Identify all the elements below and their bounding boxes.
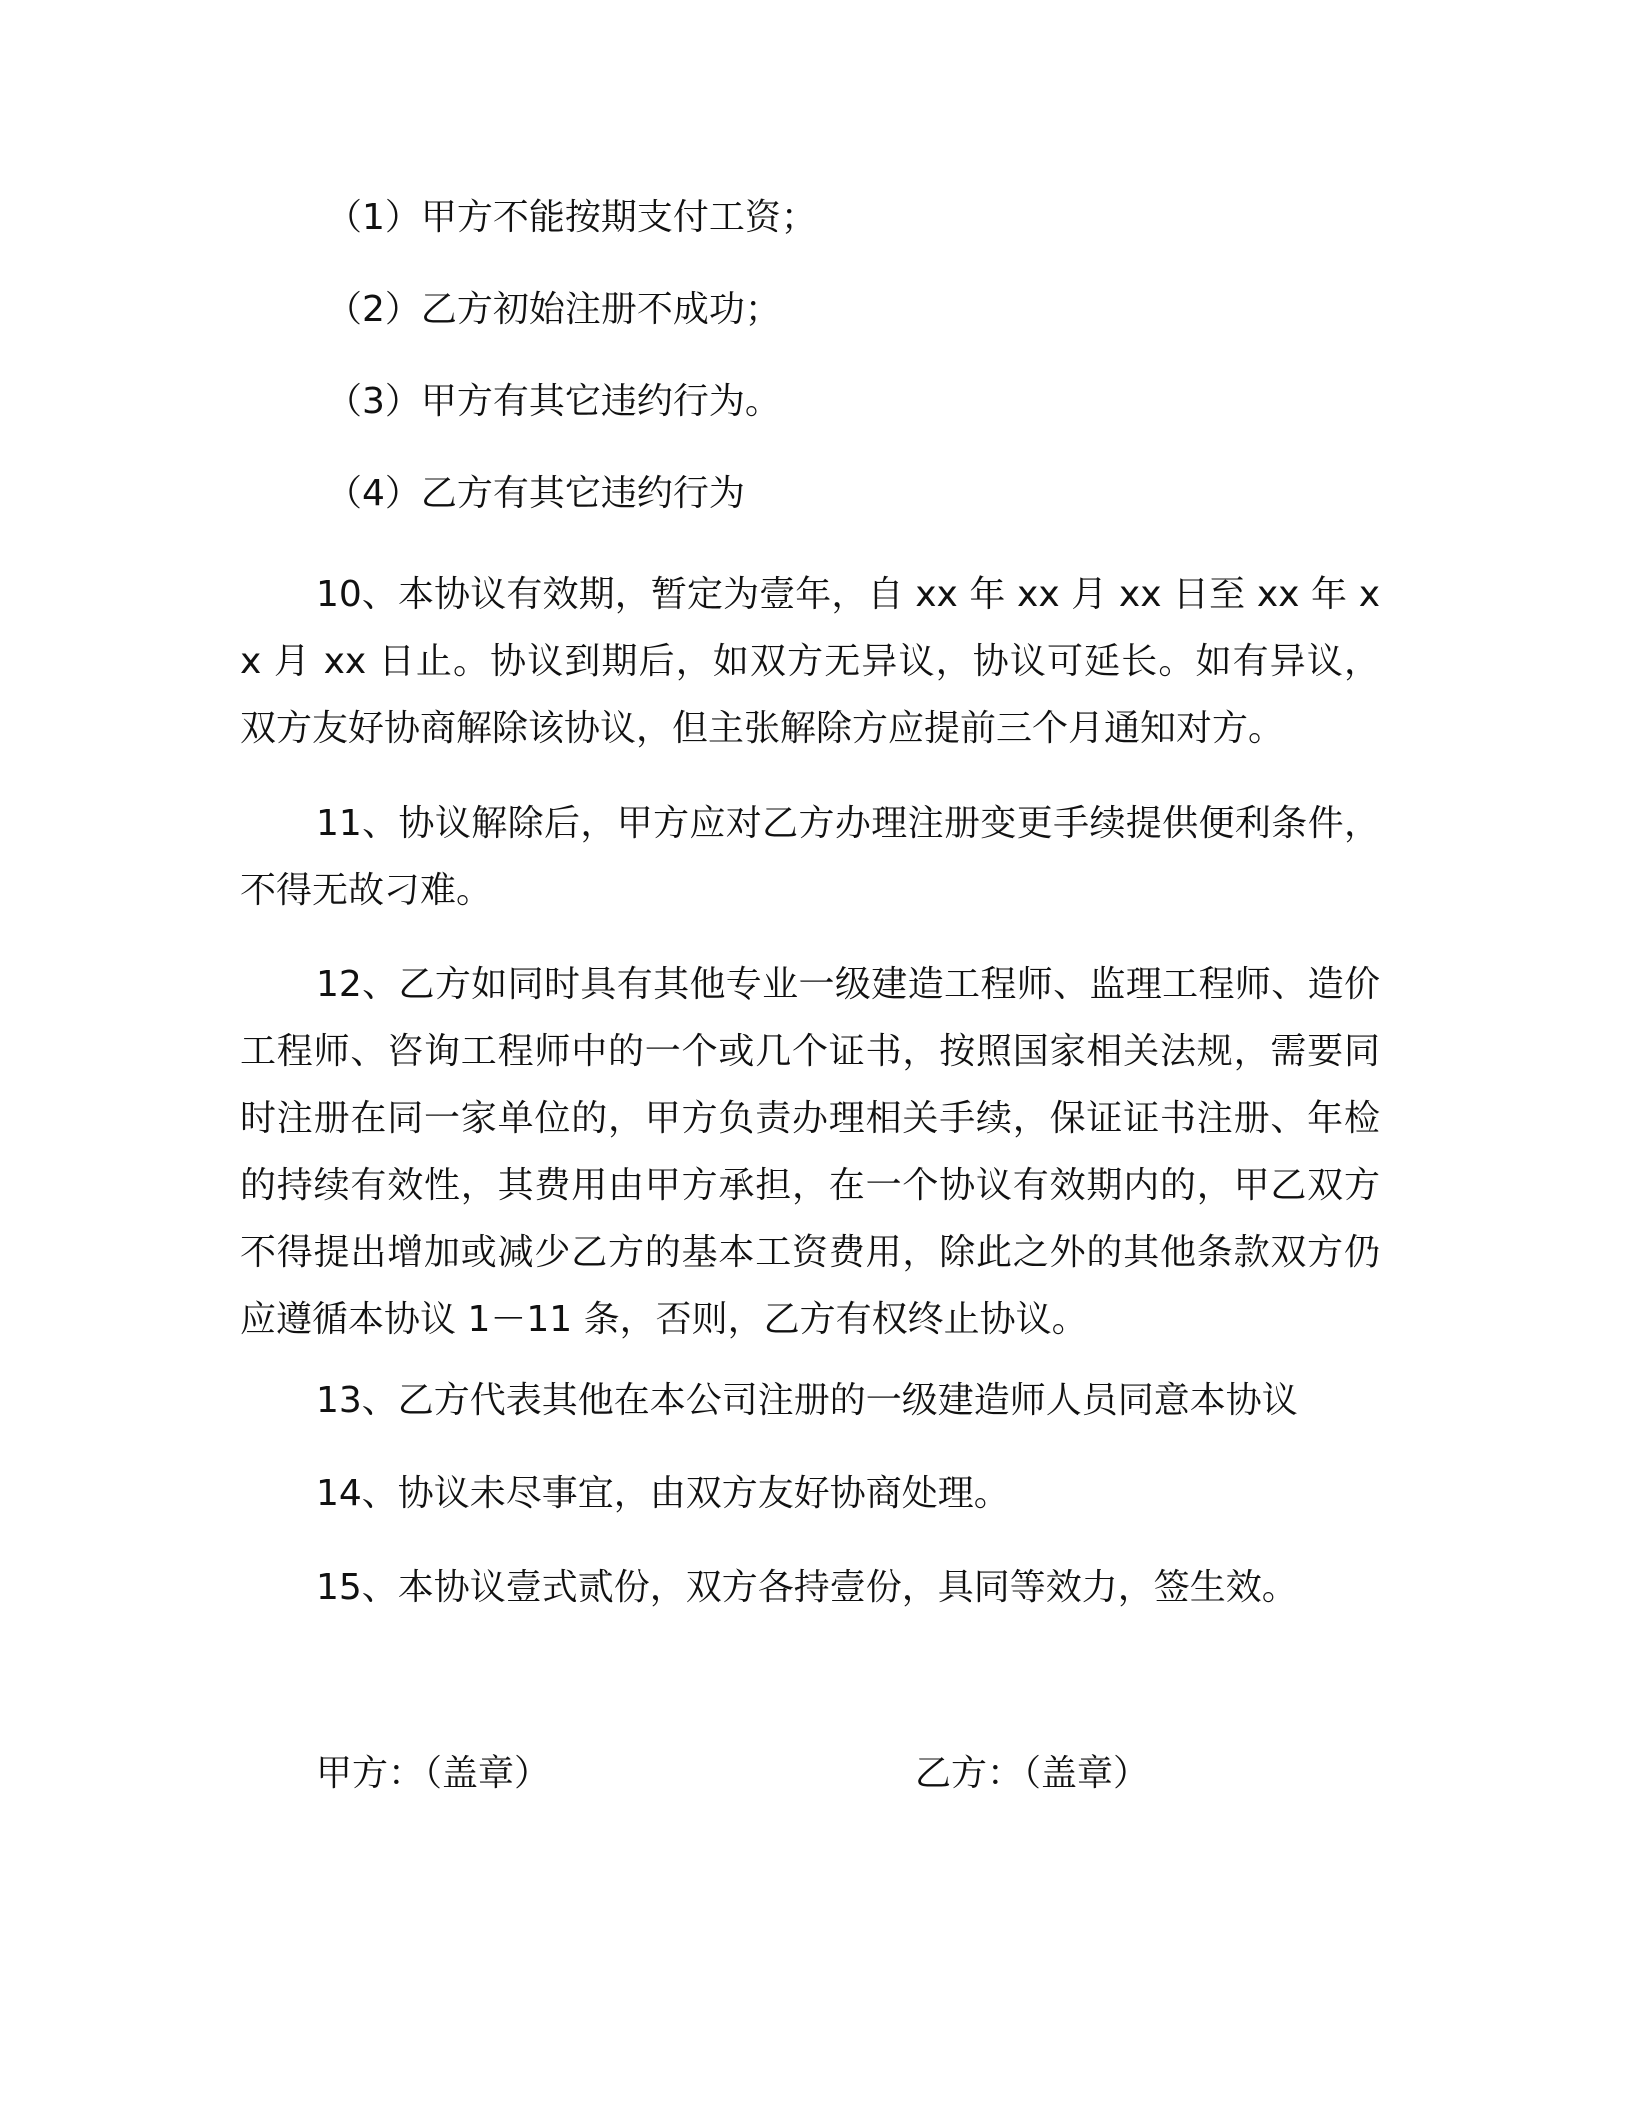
party-b-signature: 乙方：（盖章）: [915, 1753, 1150, 1794]
clause-11: 11、协议解除后，甲方应对乙方办理注册变更手续提供便利条件，不得无故刁难。: [240, 803, 1380, 911]
clause-12: 12、乙方如同时具有其他专业一级建造工程师、监理工程师、造价工程师、咨询工程师中的一个或几个证书，按照国家相关法规，需要同时注册在同一家单位的，甲方负责办理相关手续，保证证书注册、年检的持续有效性，其费用由甲方承担，在一个协议有效期内的，甲乙双方不得提出增加或减少乙方的基本工资费用，除此之外的其他条款双方仍应遵循本协议 1－11 条，否则，乙方有权终止协议。: [240, 964, 1380, 1340]
clause-13: 13、乙方代表其他在本公司注册的一级建造师人员同意本协议: [316, 1380, 1298, 1421]
clause-15: 15、本协议壹式贰份，双方各持壹份，具同等效力，签生效。: [316, 1567, 1298, 1608]
sub-item-4: （4）乙方有其它违约行为: [326, 473, 745, 514]
party-a-signature: 甲方：（盖章）: [316, 1753, 551, 1794]
clause-14: 14、协议未尽事宜，由双方友好协商处理。: [316, 1473, 1010, 1514]
sub-item-3: （3）甲方有其它违约行为。: [326, 381, 781, 422]
sub-item-2: （2）乙方初始注册不成功；: [326, 289, 781, 330]
clause-10: 10、本协议有效期，暂定为壹年，自 xx 年 xx 月 xx 日至 xx 年 xx 月 xx 日止。协议到期后，如双方无异议，协议可延长。如有异议，双方友好协商解除该协议，但主张解除方应提前三个月通知对方。: [240, 574, 1380, 749]
sub-item-1: （1）甲方不能按期支付工资；: [326, 197, 817, 238]
